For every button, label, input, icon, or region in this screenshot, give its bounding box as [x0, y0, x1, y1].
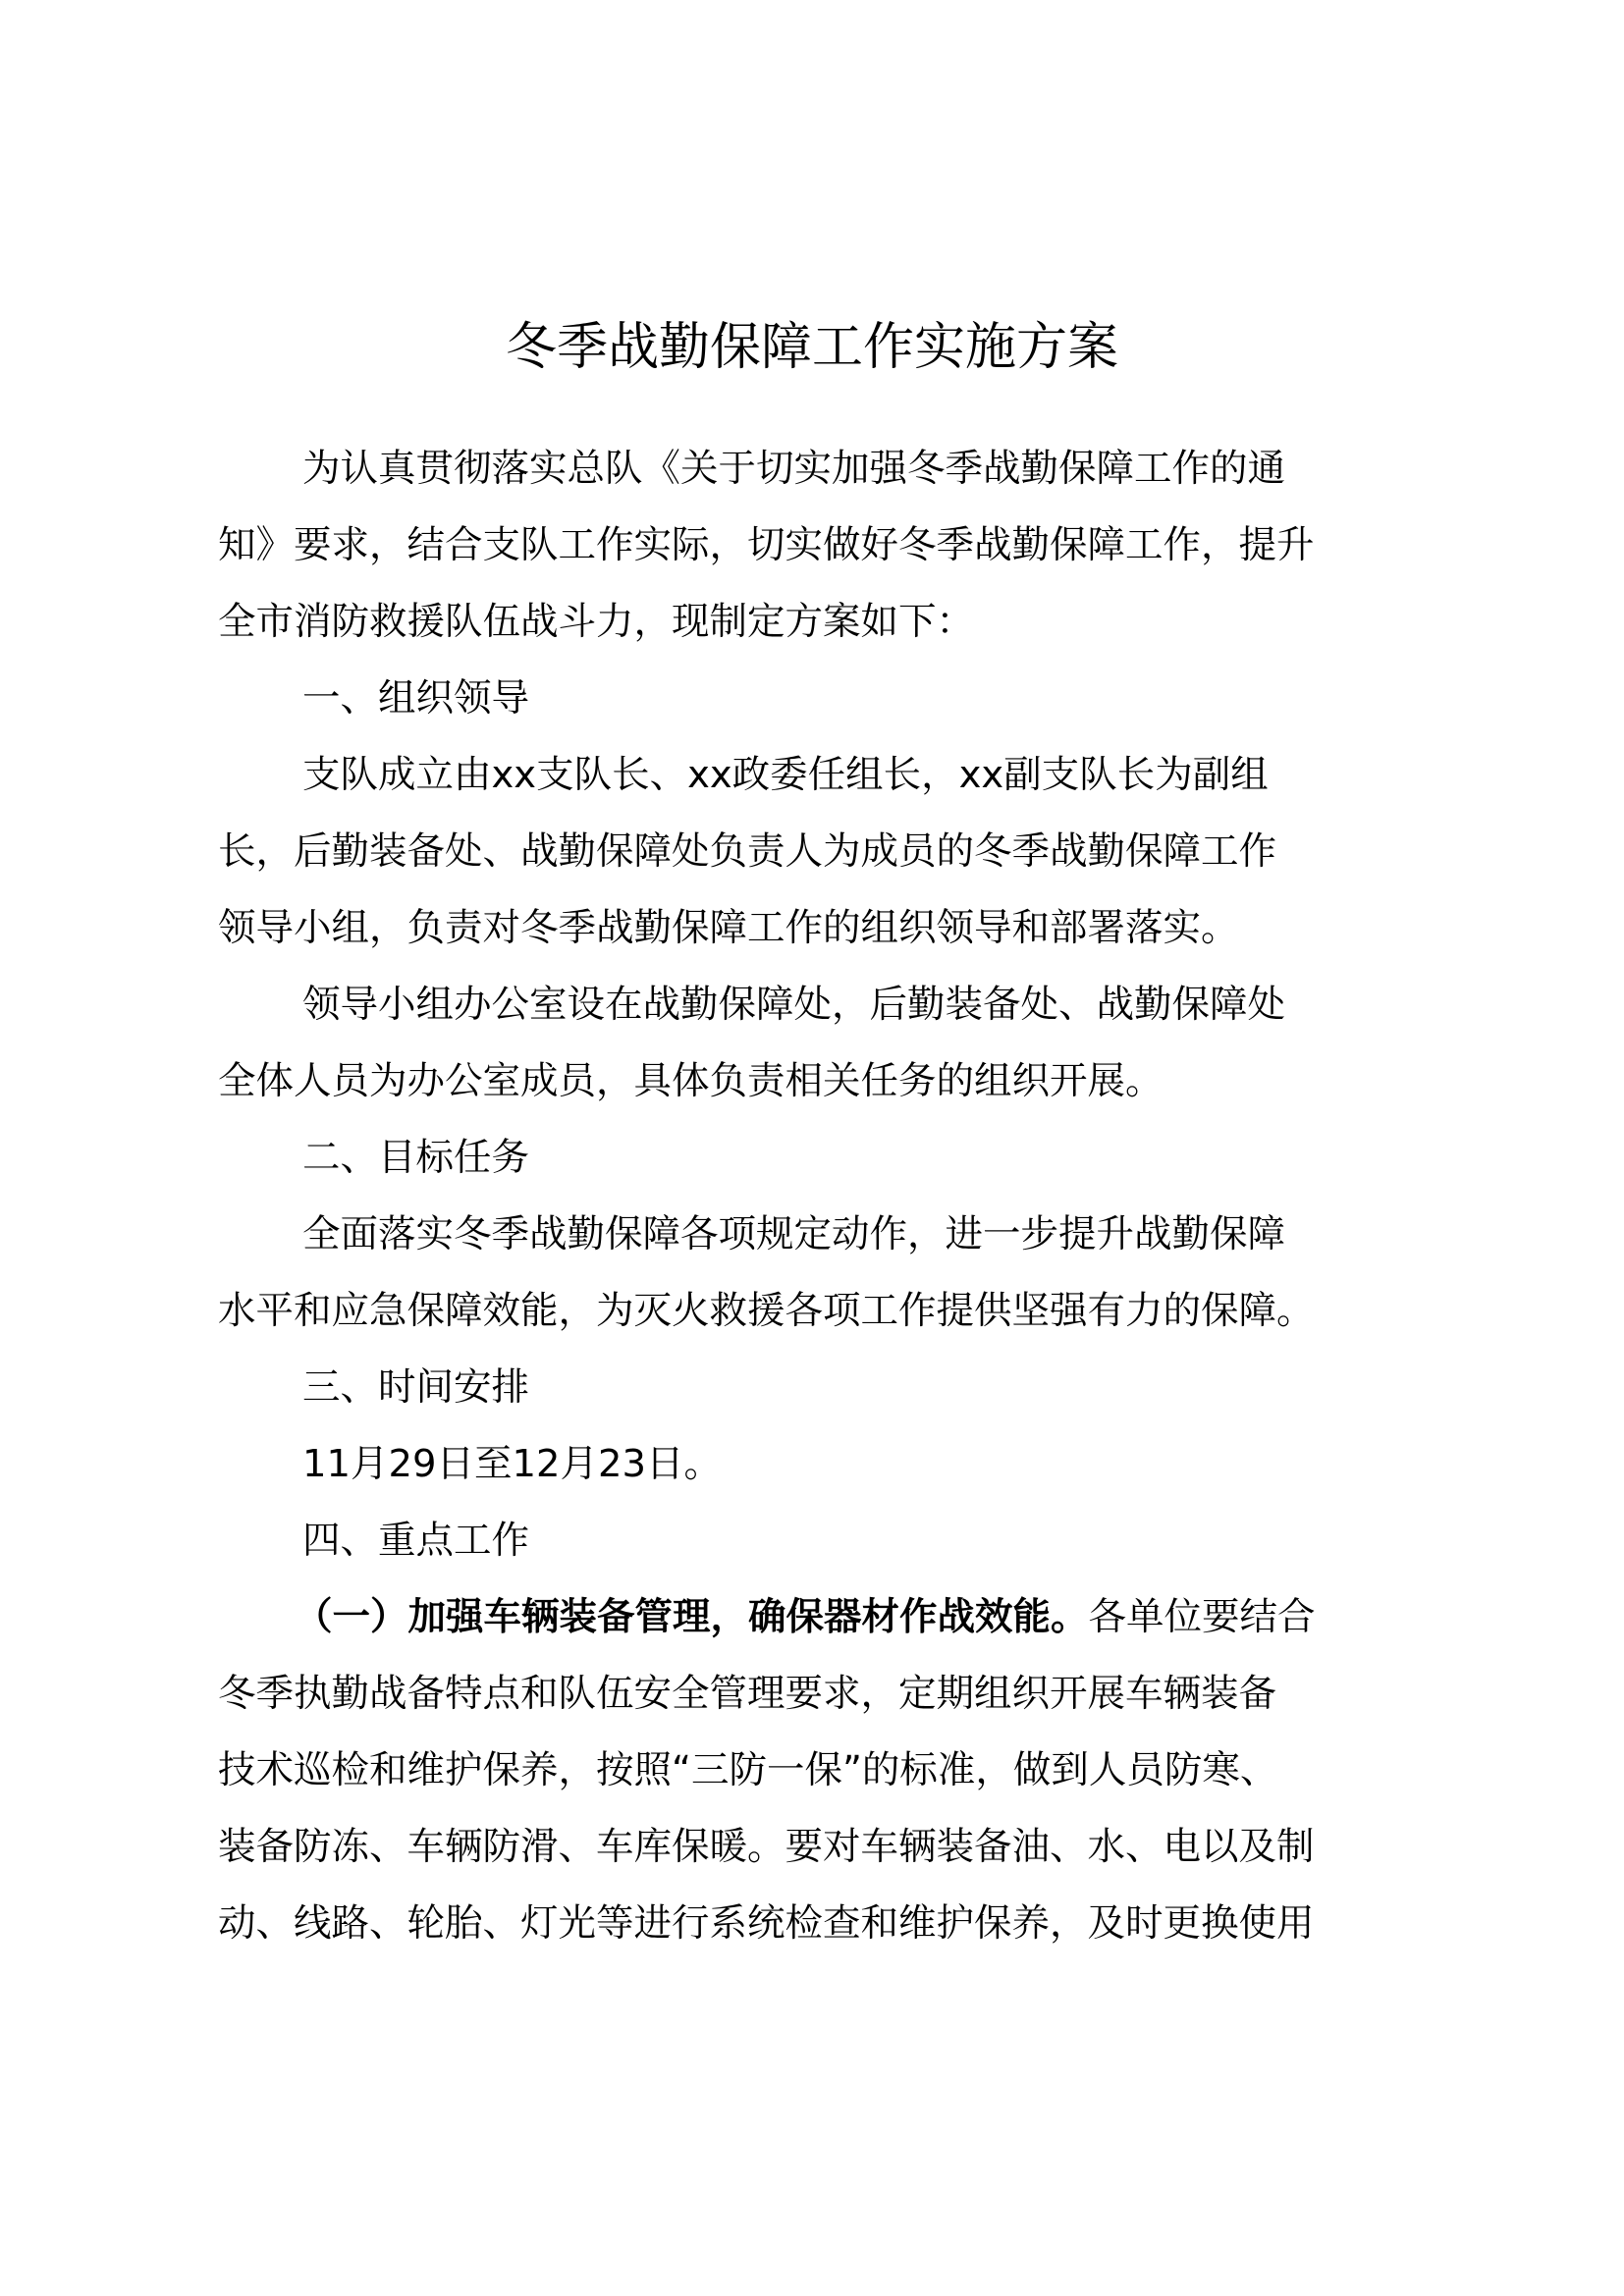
paragraph-line: 为认真贯彻落实总队《关于切实加强冬季战勤保障工作的通 — [302, 447, 1286, 491]
paragraph-line: 长，后勤装备处、战勤保障处负责人为成员的冬季战勤保障工作 — [218, 829, 1277, 874]
paragraph-line: 全体人员为办公室成员，具体负责相关任务的组织开展。 — [218, 1059, 1164, 1103]
section-heading-2: 二、目标任务 — [302, 1136, 530, 1180]
paragraph-line: 技术巡检和维护保养，按照“三防一保”的标准，做到人员防寒、 — [218, 1748, 1278, 1792]
paragraph-line: 水平和应急保障效能，为灭火救援各项工作提供坚强有力的保障。 — [218, 1289, 1315, 1333]
document-title: 冬季战勤保障工作实施方案 — [505, 318, 1118, 377]
paragraph-line: 全市消防救援队伍战斗力，现制定方案如下： — [218, 600, 975, 644]
paragraph-line — [295, 1588, 1512, 1647]
paragraph-text: 各单位要结合 — [1088, 1595, 1316, 1639]
paragraph-line: 装备防冻、车辆防滑、车库保暖。要对车辆装备油、水、电以及制 — [218, 1825, 1315, 1869]
section-heading-1: 一、组织领导 — [302, 676, 530, 721]
paragraph-line: 全面落实冬季战勤保障各项规定动作，进一步提升战勤保障 — [302, 1212, 1286, 1256]
date-range-line: 11月29日至12月23日。 — [302, 1442, 722, 1486]
section-heading-4: 四、重点工作 — [302, 1519, 530, 1563]
paragraph-line: 支队成立由xx支队长、xx政委任组长，xx副支队长为副组 — [302, 753, 1269, 797]
section-heading-3: 三、时间安排 — [302, 1365, 530, 1410]
paragraph-line: 知》要求，结合支队工作实际，切实做好冬季战勤保障工作，提升 — [218, 523, 1315, 567]
paragraph-line: 领导小组办公室设在战勤保障处，后勤装备处、战勤保障处 — [302, 983, 1286, 1027]
paragraph-line: 领导小组，负责对冬季战勤保障工作的组织领导和部署落实。 — [218, 906, 1239, 950]
paragraph-line: 冬季执勤战备特点和队伍安全管理要求，定期组织开展车辆装备 — [218, 1672, 1277, 1716]
subsection-heading: （一）加强车辆装备管理，确保器材作战效能。 — [295, 1595, 1089, 1639]
paragraph-line: 动、线路、轮胎、灯光等进行系统检查和维护保养，及时更换使用 — [218, 1901, 1315, 1946]
